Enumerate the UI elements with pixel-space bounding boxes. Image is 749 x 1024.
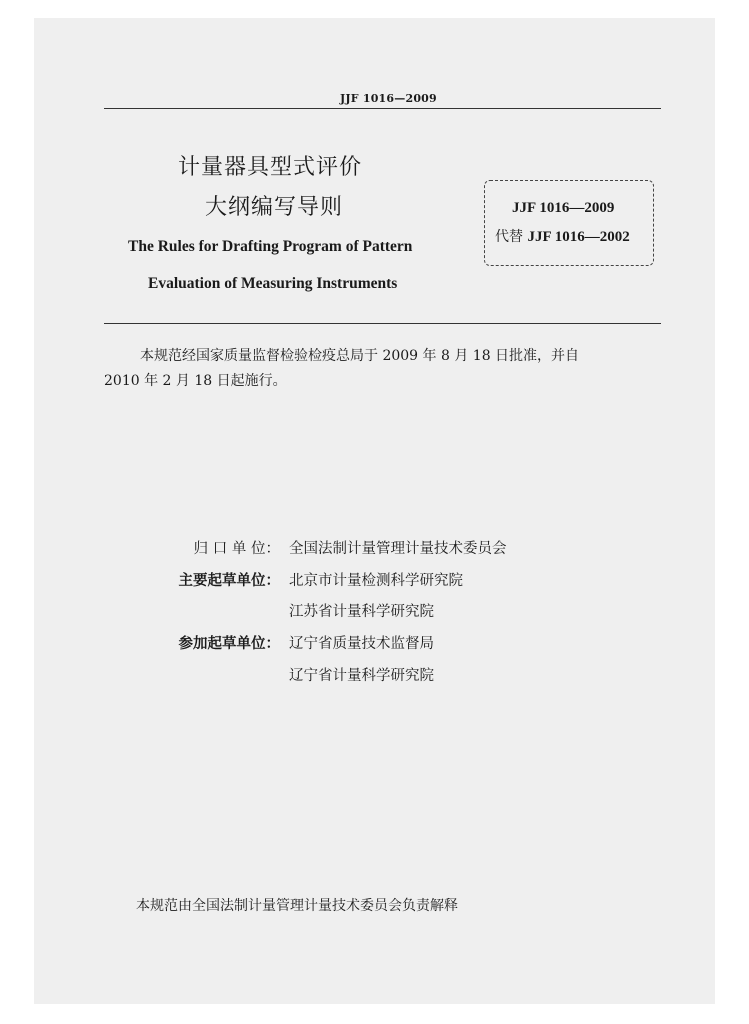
responsible-unit-label: 归 口 单 位： xyxy=(193,541,280,557)
header-rule xyxy=(104,108,661,109)
main-drafting-value-2: 江苏省计量科学研究院 xyxy=(289,604,434,620)
main-drafting-value-1: 北京市计量检测科学研究院 xyxy=(289,573,463,589)
replaces-code: JJF 1016—2002 xyxy=(527,229,630,245)
title-en-line1: The Rules for Drafting Program of Pattern xyxy=(128,238,413,255)
participating-value-2: 辽宁省计量科学研究院 xyxy=(289,668,434,684)
main-drafting-label: 主要起草单位： xyxy=(178,572,280,589)
code-box-current: JJF 1016—2009 xyxy=(512,200,615,216)
title-cn-line1: 计量器具型式评价 xyxy=(178,155,363,180)
participating-value-1: 辽宁省质量技术监督局 xyxy=(289,636,434,652)
code-box xyxy=(484,180,654,266)
participating-label: 参加起草单位： xyxy=(178,635,280,652)
approval-line2: 2010 年 2 月 18 日起施行。 xyxy=(104,373,287,389)
footer-note: 本规范由全国法制计量管理计量技术委员会负责解释 xyxy=(136,898,458,914)
responsible-unit-value: 全国法制计量管理计量技术委员会 xyxy=(289,541,507,557)
header-code: JJF 1016—2009 xyxy=(340,92,437,105)
approval-line1: 本规范经国家质量监督检验检疫总局于 2009 年 8 月 18 日批准，并自 xyxy=(140,348,580,364)
title-cn-line2: 大纲编写导则 xyxy=(205,195,344,220)
title-rule xyxy=(104,323,661,324)
document-page xyxy=(34,18,715,1004)
code-box-replaces xyxy=(495,226,630,246)
title-en-line2: Evaluation of Measuring Instruments xyxy=(148,275,398,292)
replaces-prefix: 代替 xyxy=(495,229,528,245)
